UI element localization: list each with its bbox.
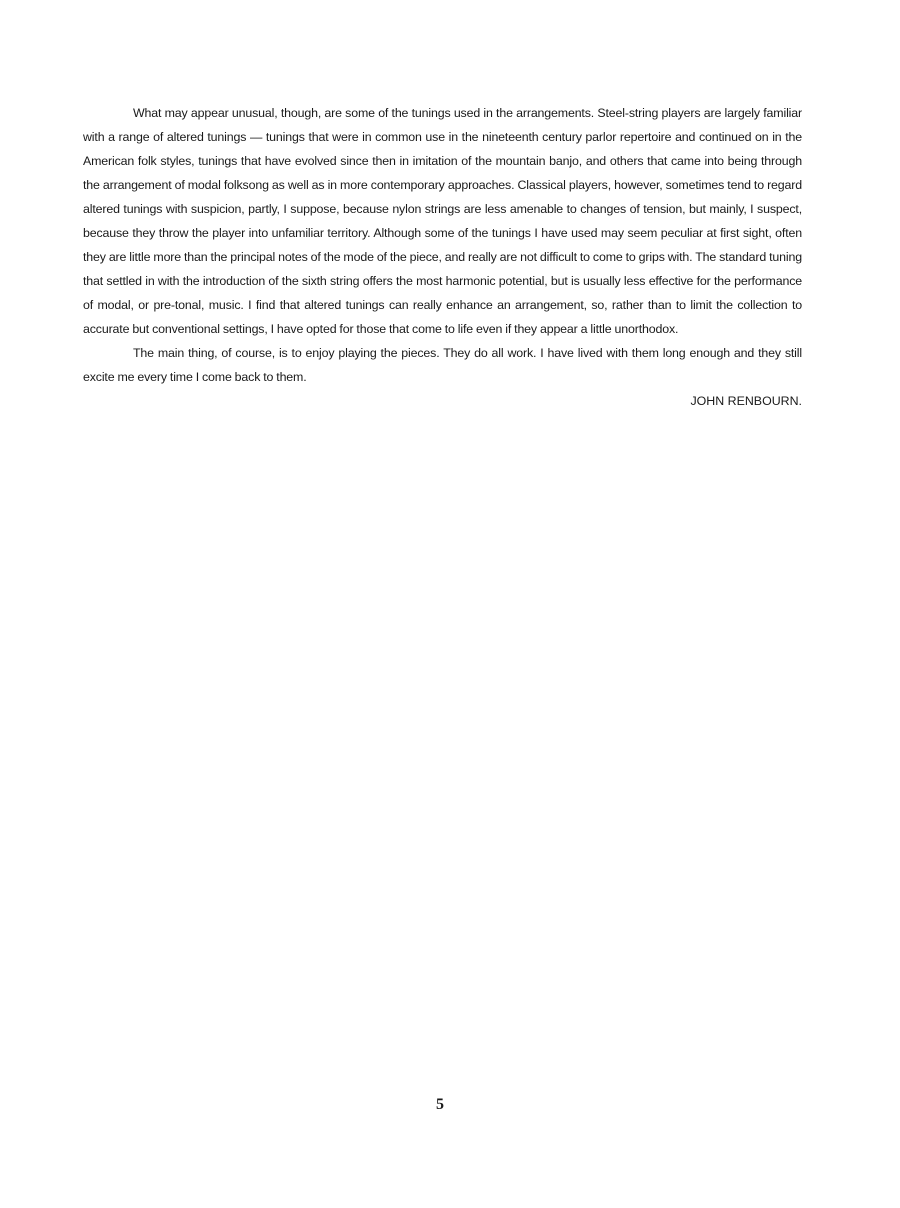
paragraph-tunings: What may appear unusual, though, are some of the tunings used in the arrangements. Steel-string players are largely familiar with a range of altered tunings — tunings that were in common use in the nineteenth century parlor repertoire and continued on in the American folk styles, tunings that have evolved since then in imitation of the mountain banjo, and others that came into being through the arrangement of modal folksong as well as in more contemporary approaches. Classical players, however, sometimes tend to regard altered tunings with suspicion, partly, I suppose, because nylon strings are less amenable to changes of tension, but mainly, I suspect, because they throw the player into unfamiliar territory. Although some of the tunings I have used may seem peculiar at first sight, often they are little more than the principal notes of the mode of the piece, and really are not difficult to come to grips with. The standard tuning that settled in with the introduction of the sixth string offers the most harmonic potential, but is usually less effective for the performance of modal, or pre-tonal, music. I find that altered tunings can really enhance an arrangement, so, rather than to limit the collection to accurate but conventional settings, I have opted for those that come to life even if they appear a little unorthodox. xyxy=(83,106,802,336)
paragraph-enjoy: The main thing, of course, is to enjoy playing the pieces. They do all work. I have lived with them long enough and they still excite me every time I come back to them. xyxy=(83,346,802,384)
page-number: 5 xyxy=(436,1096,444,1113)
body-text xyxy=(83,101,802,413)
author-signature: JOHN RENBOURN. xyxy=(690,394,802,408)
